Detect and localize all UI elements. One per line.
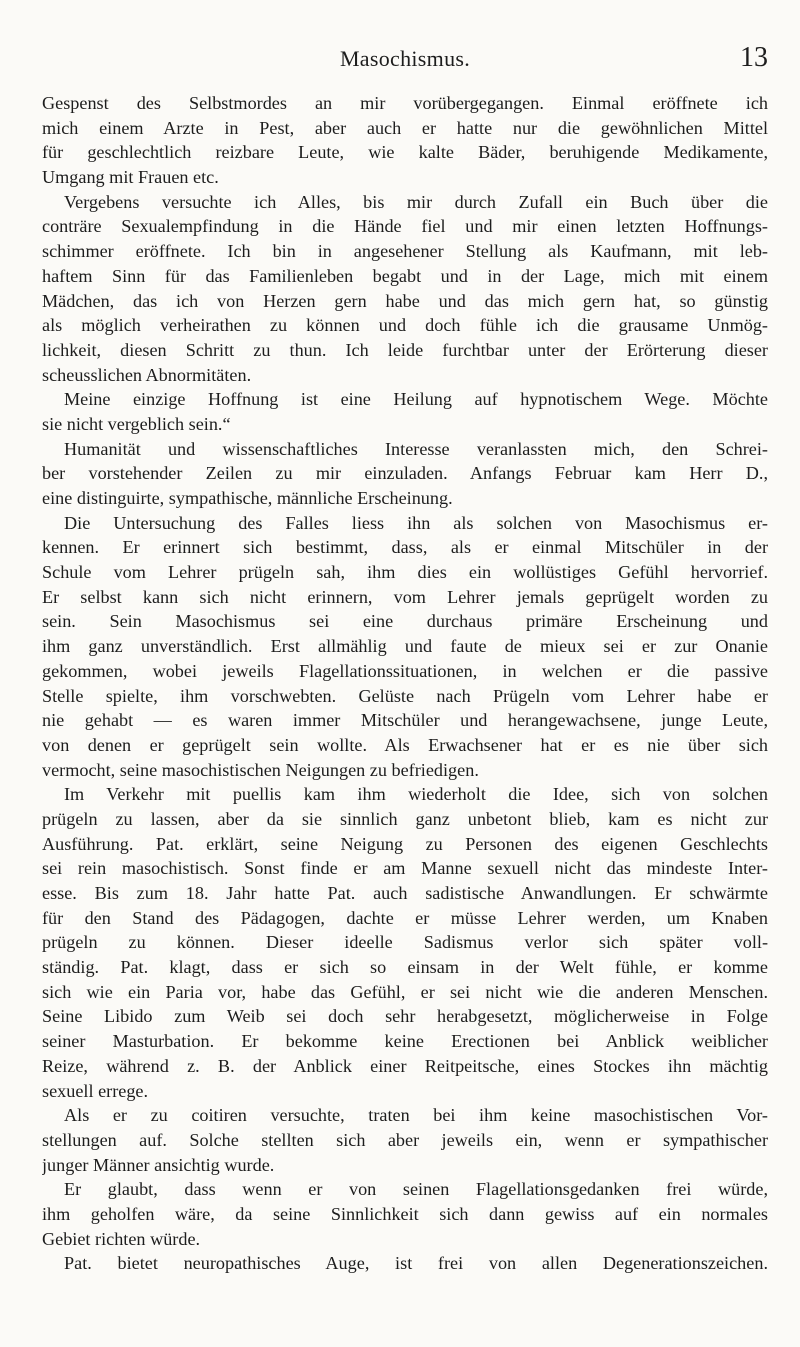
running-title: Masochismus. (339, 46, 471, 71)
text-line: haftem Sinn für das Familienleben begabt und in der Lage, mich mit einem (42, 265, 768, 286)
text-line: Ausführung. Pat. erklärt, seine Neigung zu Personen des eigenen Geschlechts (42, 833, 768, 854)
text-line: schimmer eröffnete. Ich bin in angesehener Stellung als Kaufmann, mit leb- (42, 241, 768, 262)
text-line: ihm ganz unverständlich. Erst allmählig und faute de mieux sei er zur Onanie (42, 636, 768, 657)
text-line: sein. Sein Masochismus sei eine durchaus primäre Erscheinung und (42, 611, 768, 632)
text-line: prügeln zu können. Dieser ideelle Sadismus verlor sich später voll- (42, 932, 768, 953)
text-line: ihm geholfen wäre, da seine Sinnlichkeit sich dann gewiss auf ein normales (42, 1203, 768, 1224)
text-line: Gebiet richten würde. (42, 1228, 201, 1249)
text-line: Die Untersuchung des Falles liess ihn als solchen von Masochismus er- (64, 512, 768, 533)
page-number: 13 (740, 42, 768, 73)
text-line: Stelle spielte, ihm vorschwebten. Gelüste nach Prügeln vom Lehrer habe er (42, 685, 768, 706)
text-line: als möglich verheirathen zu können und doch fühle ich die grausame Unmög- (42, 315, 768, 336)
text-line: für geschlechtlich reizbare Leute, wie kalte Bäder, beruhigende Medikamente, (42, 142, 768, 163)
text-line: kennen. Er erinnert sich bestimmt, dass, als er einmal Mitschüler in der (42, 537, 768, 558)
text-line: sexuell errege. (42, 1080, 149, 1101)
text-line: seiner Masturbation. Er bekomme keine Erectionen bei Anblick weiblicher (42, 1031, 768, 1052)
text-line: Pat. bietet neuropathisches Auge, ist frei von allen Degenerationszeichen. (64, 1253, 768, 1274)
text-line: gekommen, wobei jeweils Flagellationssituationen, in welchen er die passive (42, 660, 768, 681)
text-line: esse. Bis zum 18. Jahr hatte Pat. auch sadistische Anwandlungen. Er schwärmte (42, 883, 768, 903)
text-line: von denen er geprügelt sein wollte. Als Erwachsener hat er es nie über sich (42, 734, 768, 755)
text-line: mich einem Arzte in Pest, aber auch er hatte nur die gewöhnlichen Mittel (42, 117, 768, 138)
body-text (42, 91, 768, 1276)
text-line: stellungen auf. Solche stellten sich aber jeweils ein, wenn er sympathischer (42, 1129, 768, 1150)
text-line: vermocht, seine masochistischen Neigungen zu befriedigen. (42, 759, 479, 780)
text-line: ständig. Pat. klagt, dass er sich so einsam in der Welt fühle, er komme (42, 957, 768, 978)
text-line: prügeln zu lassen, aber da sie sinnlich ganz unbetont blieb, kam es nicht zur (42, 808, 768, 829)
text-line: lichkeit, diesen Schritt zu thun. Ich leide furchtbar unter der Erörterung dieser (42, 339, 768, 360)
text-line: junger Männer ansichtig wurde. (42, 1154, 275, 1175)
text-line: Mädchen, das ich von Herzen gern habe und das mich gern hat, so günstig (42, 290, 768, 311)
text-line: sich wie ein Paria vor, habe das Gefühl, er sei nicht wie die anderen Menschen. (42, 981, 768, 1002)
text-line: Meine einzige Hoffnung ist eine Heilung auf hypnotischem Wege. Möchte (64, 389, 768, 410)
text-line: conträre Sexualempfindung in die Hände fiel und mir einen letzten Hoffnungs- (42, 216, 768, 237)
text-line: sei rein masochistisch. Sonst finde er am Manne sexuell nicht das mindeste Inter- (42, 858, 768, 879)
text-line: Als er zu coitiren versuchte, traten bei ihm keine masochistischen Vor- (64, 1105, 768, 1126)
text-line: Schule vom Lehrer prügeln sah, ihm dies ein wollüstiges Gefühl hervorrief. (42, 562, 768, 583)
text-line: Reize, während z. B. der Anblick einer Reitpeitsche, eines Stockes ihn mächtig (42, 1055, 768, 1076)
text-line: scheusslichen Abnormitäten. (42, 364, 252, 385)
running-head (42, 42, 768, 78)
text-line: für den Stand des Pädagogen, dachte er müsse Lehrer werden, um Knaben (42, 907, 768, 928)
text-line: Humanität und wissenschaftliches Interesse veranlassten mich, den Schrei- (64, 438, 768, 459)
text-line: Gespenst des Selbstmordes an mir vorübergegangen. Einmal eröffnete ich (42, 93, 768, 113)
text-line: Er selbst kann sich nicht erinnern, vom Lehrer jemals geprügelt worden zu (42, 586, 768, 607)
text-line: Im Verkehr mit puellis kam ihm wiederholt die Idee, sich von solchen (64, 784, 768, 805)
text-line: Er glaubt, dass wenn er von seinen Flagellationsgedanken frei würde, (64, 1179, 768, 1200)
text-line: eine distinguirte, sympathische, männliche Erscheinung. (42, 488, 453, 508)
text-line: nie gehabt — es waren immer Mitschüler und herangewachsene, junge Leute, (42, 710, 768, 731)
text-line: Umgang mit Frauen etc. (42, 167, 219, 188)
text-line: sie nicht vergeblich sein.“ (42, 413, 231, 434)
text-line: Vergebens versuchte ich Alles, bis mir durch Zufall ein Buch über die (64, 191, 768, 212)
text-line: ber vorstehender Zeilen zu mir einzuladen. Anfangs Februar kam Herr D., (42, 463, 768, 484)
text-line: Seine Libido zum Weib sei doch sehr herabgesetzt, möglicherweise in Folge (42, 1006, 768, 1027)
